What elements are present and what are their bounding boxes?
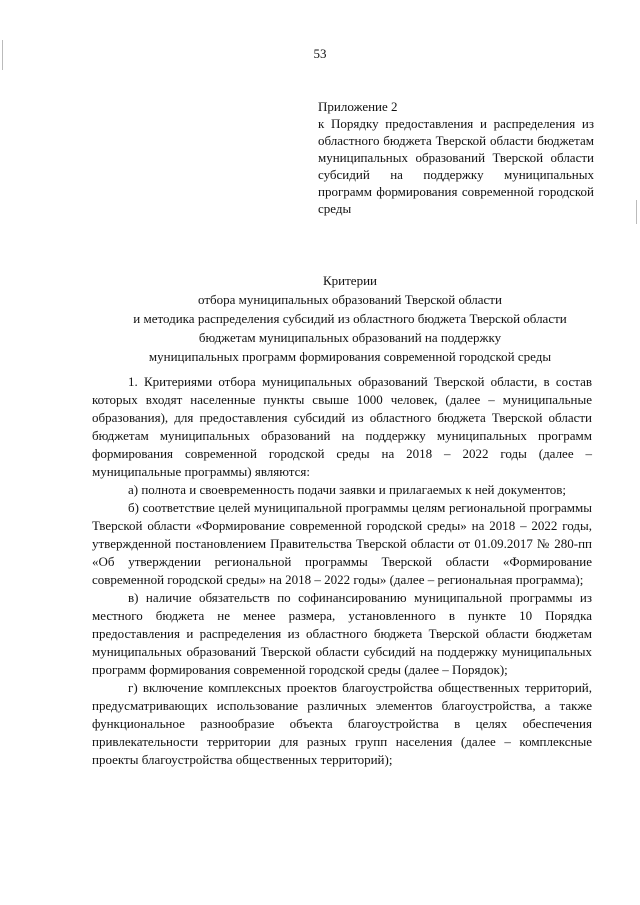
heading-line: муниципальных программ формирования современной городской среды — [148, 349, 552, 364]
paragraph-criterion-v: в) наличие обязательств по софинансированию муниципальной программы из местного бюджета не менее размера, установленного в пункте 10 Порядка предоставления и распределения из областного бюджета Тверской области бюджетам муниципальных образований Тверской области субсидий на поддержку муниципальных программ формирования современной городской среды (далее – Порядок); — [92, 590, 592, 677]
appendix-title: Приложение 2 — [318, 99, 398, 114]
appendix-text: к Порядку предоставления и распределения из областного бюджета Тверской области бюджетам муниципальных образований Тверской области субсидий на поддержку муниципальных программ формирования современной городской среды — [318, 116, 594, 216]
document-body — [92, 373, 592, 769]
paragraph-criteria-intro: 1. Критериями отбора муниципальных образований Тверской области, в состав которых входят населенные пункты свыше 1000 человек, (далее – муниципальные образования), для предоставления субсидий из областного бюджета Тверской области бюджетам муниципальных образований на поддержку муниципальных программ формирования современной городской среды на 2018 – 2022 годы (далее – муниципальные программы) являются: — [92, 374, 592, 479]
appendix-block — [318, 98, 594, 217]
paragraph-criterion-g: г) включение комплексных проектов благоустройства общественных территорий, предусматривающих использование различных элементов благоустройства, а также функциональное разнообразие объекта благоустройства в целях обеспечения привлекательности территории для разных групп населения (далее – комплексные проекты благоустройства общественных территорий); — [92, 680, 592, 767]
page-number: 53 — [313, 46, 327, 61]
paragraph-criterion-a: а) полнота и своевременность подачи заявки и прилагаемых к ней документов; — [128, 482, 566, 497]
paragraph-criterion-b: б) соответствие целей муниципальной программы целям региональной программы Тверской области «Формирование современной городской среды» на 2018 – 2022 годы, утвержденной постановлением Правительства Тверской области от 01.09.2017 № 280-пп «Об утверждении региональной программы Тверской области «Формирование современной городской среды» на 2018 – 2022 годы» (далее – региональная программа); — [92, 500, 592, 587]
document-heading — [60, 271, 640, 366]
heading-line: и методика распределения субсидий из областного бюджета Тверской области — [133, 311, 567, 326]
heading-line: отбора муниципальных образований Тверской области — [198, 292, 502, 307]
heading-line-title: Критерии — [323, 273, 377, 288]
scan-edge-mark-right — [636, 200, 637, 224]
heading-line: бюджетам муниципальных образований на поддержку — [198, 330, 502, 345]
